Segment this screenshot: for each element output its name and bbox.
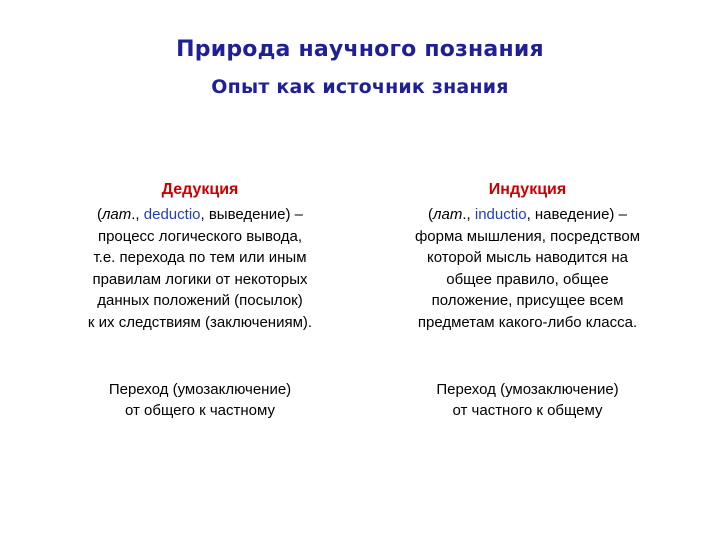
slide-subtitle: Опыт как источник знания [211,76,509,98]
induction-column [365,180,690,421]
deduction-definition-line: процесс логического вывода, [97,227,303,245]
translation: , выведение) – [200,206,304,223]
induction-transition [365,379,690,421]
deduction-transition-line: от общего к частному [124,402,275,419]
latin-term: deductio [143,206,201,223]
induction-definition-line: форма мышления, посредством [414,227,641,245]
deduction-heading: Дедукция [161,181,239,198]
deduction-transition [40,379,360,421]
open-paren: ( [428,206,434,223]
induction-definition-line: положение, присущее всем [431,292,624,309]
deduction-column [40,180,360,421]
induction-definition-line: которой мысль наводится на [426,249,629,266]
deduction-transition-line: Переход (умозаключение) [108,381,292,398]
deduction-definition [40,204,360,333]
induction-definition-line: предметам какого-либо класса. [417,313,638,331]
latin-abbrev: лат [101,206,132,223]
abbrev-dot: ., [462,206,475,223]
latin-abbrev: лат [433,206,463,223]
open-paren: ( [96,206,102,223]
abbrev-dot: ., [131,206,144,223]
induction-heading: Индукция [488,181,567,198]
induction-transition-line: Переход (умозаключение) [436,381,619,398]
translation: , наведение) – [526,206,627,223]
latin-term: inductio [474,206,527,223]
induction-transition-line: от частного к общему [452,402,603,419]
deduction-definition-line: т.е. перехода по тем или иным [93,249,307,266]
slide-title: Природа научного познания [176,37,544,62]
induction-definition-line [365,204,690,226]
deduction-definition-line: к их следствиям (заключениям). [87,313,313,331]
induction-definition [365,204,690,333]
deduction-definition-line: правилам логики от некоторых [92,270,308,288]
deduction-definition-line [40,204,360,226]
deduction-definition-line: данных положений (посылок) [97,292,303,309]
induction-definition-line: общее правило, общее [446,270,609,288]
